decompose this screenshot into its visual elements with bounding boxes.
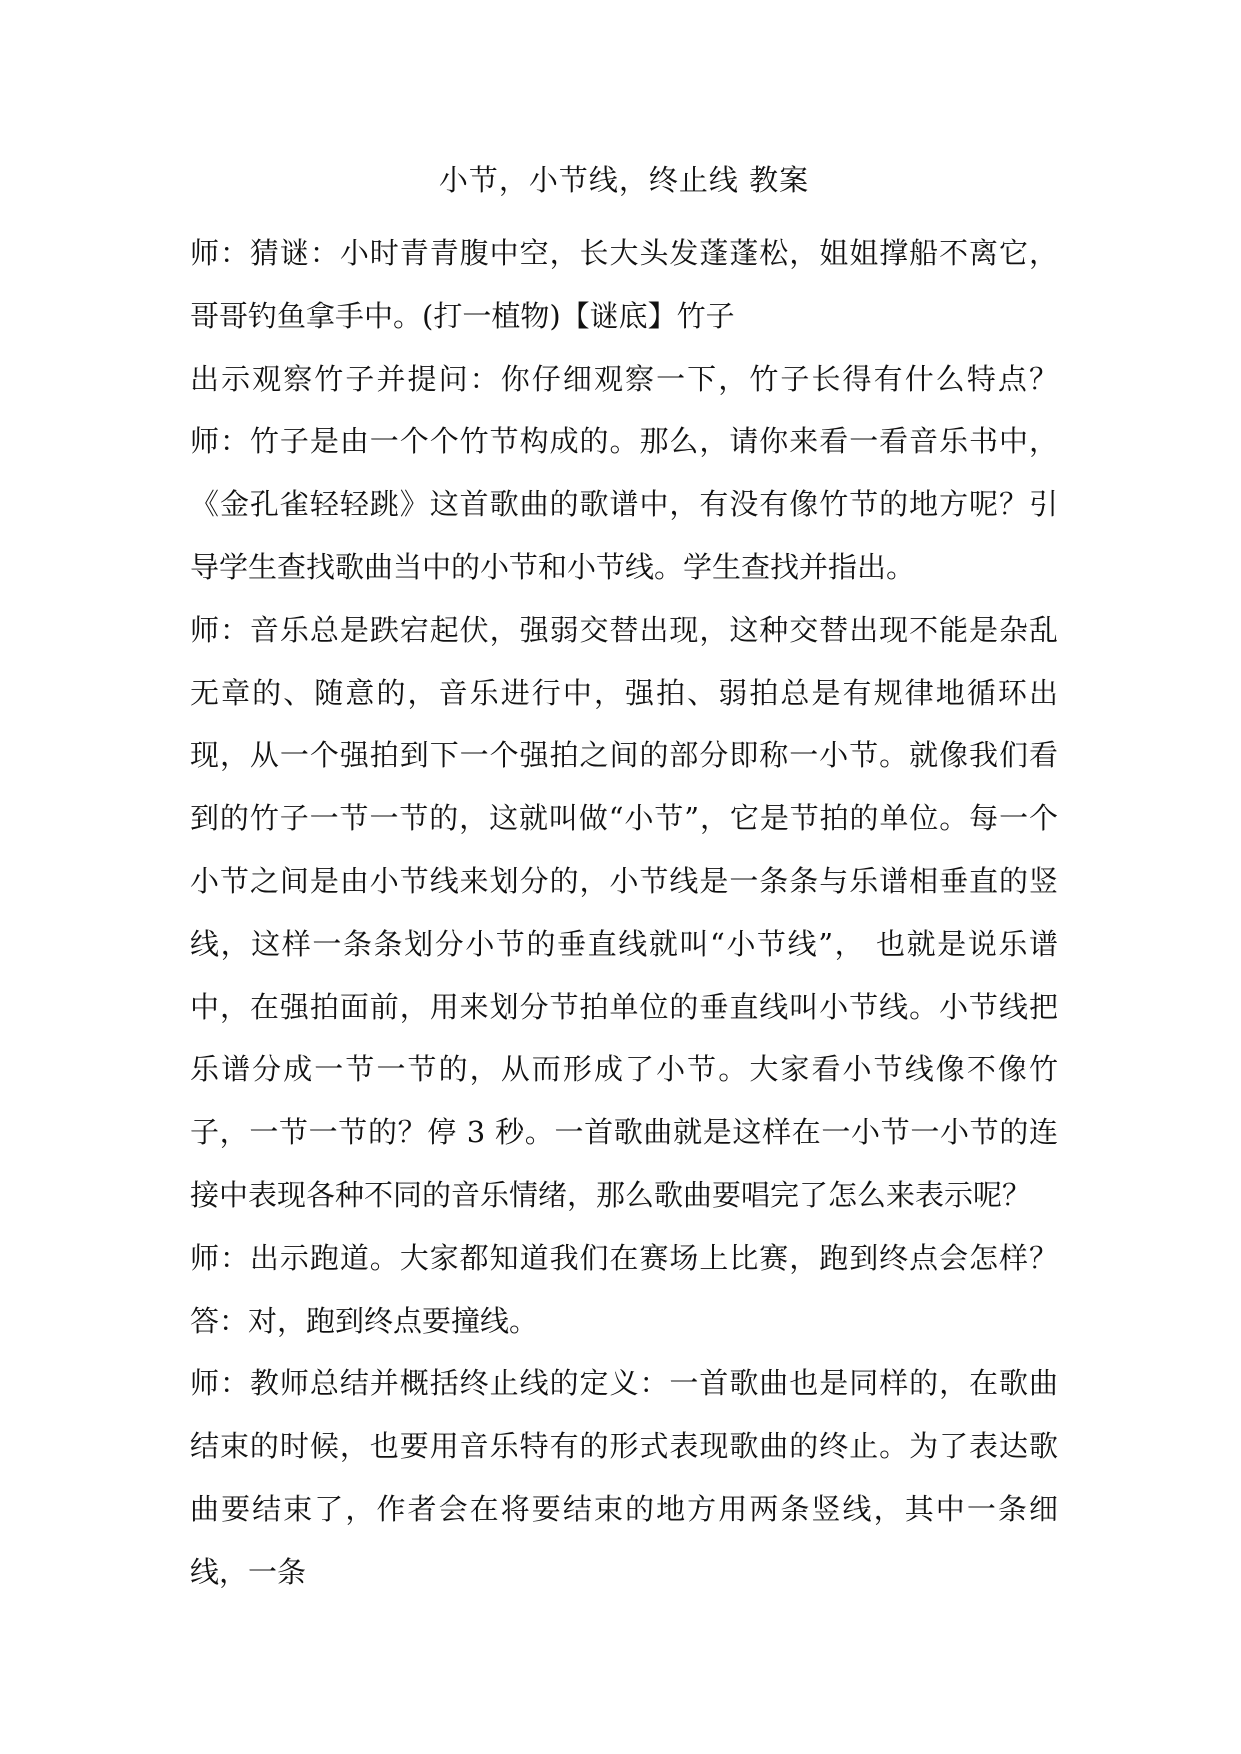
paragraph-final-barline: 师：教师总结并概括终止线的定义：一首歌曲也是同样的，在歌曲结束的时候，也要用音乐特有的形式表现歌曲的终止。为了表达歌曲要结束了，作者会在将要结束的地方用两条竖线，其中一条细线，一条 [190,1366,1058,1589]
paragraph-running-track: 师：出示跑道。大家都知道我们在赛场上比赛，跑到终点会怎样？答：对，跑到终点要撞线。 [190,1240,1058,1338]
document-title: 小节，小节线，终止线 教案 [438,163,810,197]
document-page [190,160,1058,1604]
paragraph-riddle: 师：猜谜：小时青青腹中空，长大头发蓬蓬松，姐姐撑船不离它，哥哥钓鱼拿手中。(打一植物)【谜底】竹子 [190,236,1058,333]
paragraph-bar-definition: 师：音乐总是跌宕起伏，强弱交替出现，这种交替出现不能是杂乱无章的、随意的，音乐进行中，强拍、弱拍总是有规律地循环出现，从一个强拍到下一个强拍之间的部分即称一小节。就像我们看到的竹子一节一节的，这就叫做“小节”，它是节拍的单位。每一个小节之间是由小节线来划分的，小节线是一条条与乐谱相垂直的竖线，这样一条条划分小节的垂直线就叫“小节线”， 也就是说乐谱中，在强拍面前，用来划分节拍单位的垂直线叫小节线。小节线把乐谱分成一节一节的，从而形成了小节。大家看小节线像不像竹子，一节一节的？停 3 秒。一首歌曲就是这样在一小节一小节的连接中表现各种不同的音乐情绪，那么歌曲要唱完了怎么来表示呢？ [190,612,1058,1212]
paragraph-observe-bamboo: 出示观察竹子并提问：你仔细观察一下，竹子长得有什么特点？ 师：竹子是由一个个竹节构成的。那么，请你来看一看音乐书中，《金孔雀轻轻跳》这首歌曲的歌谱中，有没有像竹节的地方呢？引导学生查找歌曲当中的小节和小节线。学生查找并指出。 [190,361,1058,584]
